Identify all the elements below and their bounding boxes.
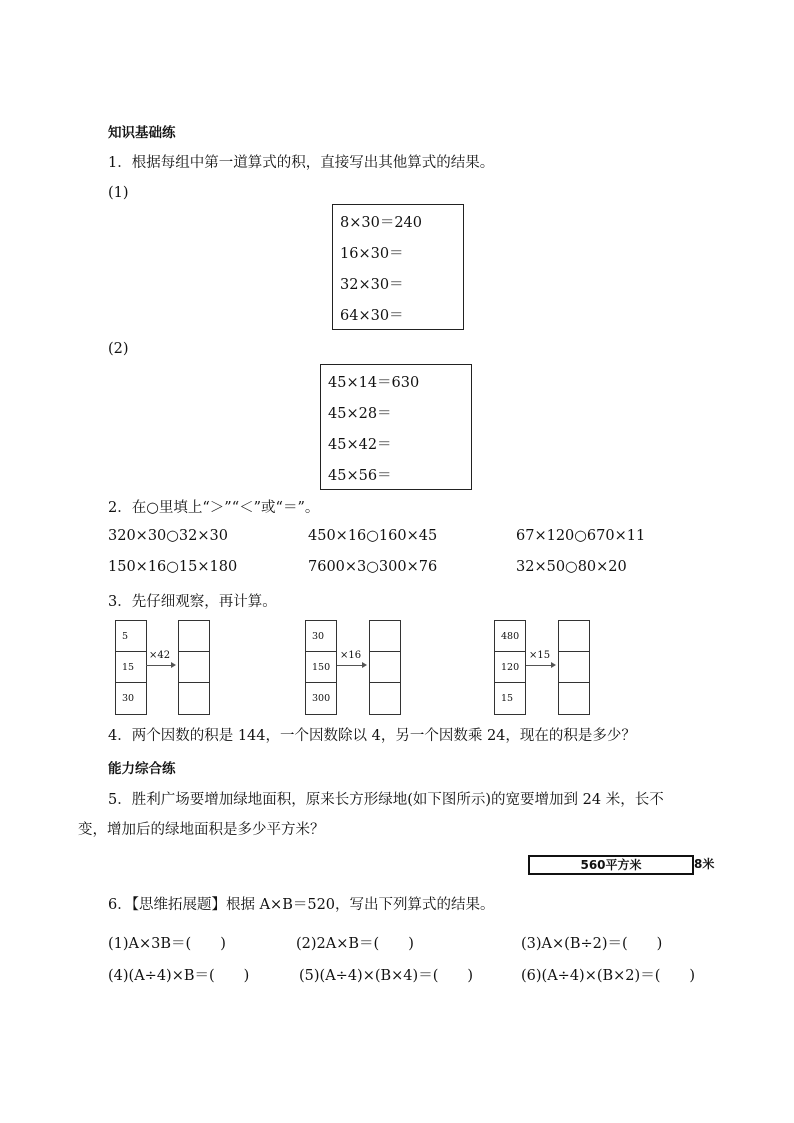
input-cell: 300: [312, 693, 331, 704]
answer-cell[interactable]: [370, 683, 400, 714]
width-label: 8米: [694, 857, 715, 871]
comparison-item: 67×120○670×11: [516, 528, 646, 544]
comparison-item: 150×16○15×180: [108, 559, 238, 575]
operator-label: ×15: [529, 650, 551, 661]
answer-cell[interactable]: [370, 621, 400, 652]
expression-item: (4)(A÷4)×B＝( ): [108, 968, 250, 984]
comparison-item: 32×50○80×20: [516, 559, 627, 575]
multiply-arrow: [526, 651, 556, 669]
answer-cell[interactable]: [179, 652, 209, 683]
input-cell: 15: [501, 693, 514, 704]
equation-line: 45×28＝: [328, 406, 392, 422]
equation-line: 45×14＝630: [328, 375, 420, 391]
question-1-part-1-label: (1): [108, 185, 129, 201]
answer-stack[interactable]: [369, 620, 401, 715]
equation-line: 16×30＝: [340, 246, 404, 262]
equation-box-1: [332, 204, 464, 330]
expression-item: (6)(A÷4)×(B×2)＝( ): [521, 968, 696, 984]
multiply-arrow: [146, 651, 176, 669]
input-number-stack: [115, 620, 147, 715]
question-1-title: 1．根据每组中第一道算式的积，直接写出其他算式的结果。: [108, 155, 495, 171]
question-4: 4．两个因数的积是 144，一个因数除以 4，另一个因数乘 24，现在的积是多少？: [108, 728, 636, 744]
input-cell: 30: [122, 693, 135, 704]
equation-line: 8×30＝240: [340, 215, 423, 231]
answer-cell[interactable]: [559, 683, 589, 714]
question-5-line-1: 5．胜利广场要增加绿地面积，原来长方形绿地(如下图所示)的宽要增加到 24 米，长不: [108, 792, 664, 808]
input-number-stack: [305, 620, 337, 715]
input-cell: 15: [116, 652, 146, 683]
comparison-item: 320×30○32×30: [108, 528, 228, 544]
expression-item: (2)2A×B＝( ): [296, 936, 414, 952]
answer-cell[interactable]: [559, 621, 589, 652]
question-3-title: 3．先仔细观察，再计算。: [108, 594, 277, 610]
equation-line: 32×30＝: [340, 277, 404, 293]
question-5-line-2: 变，增加后的绿地面积是多少平方米？: [78, 822, 325, 838]
section-heading-ability: 能力综合练: [108, 761, 176, 777]
expression-item: (3)A×(B÷2)＝( ): [521, 936, 663, 952]
answer-stack[interactable]: [558, 620, 590, 715]
expression-item: (1)A×3B＝( ): [108, 936, 226, 952]
equation-line: 45×42＝: [328, 437, 392, 453]
input-cell: 120: [495, 652, 525, 683]
answer-cell[interactable]: [370, 652, 400, 683]
question-1-part-2-label: (2): [108, 341, 129, 357]
area-label: 560平方米: [580, 858, 642, 872]
multiply-arrow: [337, 651, 367, 669]
answer-cell[interactable]: [179, 683, 209, 714]
input-cell: 480: [495, 621, 525, 652]
equation-line: 64×30＝: [340, 308, 404, 324]
input-cell: 30: [306, 621, 336, 652]
input-cell: 150: [306, 652, 336, 683]
comparison-item: 450×16○160×45: [308, 528, 438, 544]
question-2-title: 2．在○里填上“＞”“＜”或“＝”。: [108, 500, 320, 516]
answer-cell[interactable]: [559, 652, 589, 683]
equation-line: 45×56＝: [328, 468, 392, 484]
comparison-item: 7600×3○300×76: [308, 559, 438, 575]
expression-item: (5)(A÷4)×(B×4)＝( ): [299, 968, 474, 984]
green-area-rectangle: [528, 855, 694, 875]
section-heading-basic: 知识基础练: [108, 125, 176, 141]
answer-cell[interactable]: [179, 621, 209, 652]
operator-label: ×16: [340, 650, 362, 661]
input-cell: 5: [116, 621, 146, 652]
question-6-title: 6．【思维拓展题】根据 A×B＝520，写出下列算式的结果。: [108, 897, 495, 913]
operator-label: ×42: [149, 650, 171, 661]
input-number-stack: [494, 620, 526, 715]
answer-stack[interactable]: [178, 620, 210, 715]
equation-box-2: [320, 364, 472, 490]
